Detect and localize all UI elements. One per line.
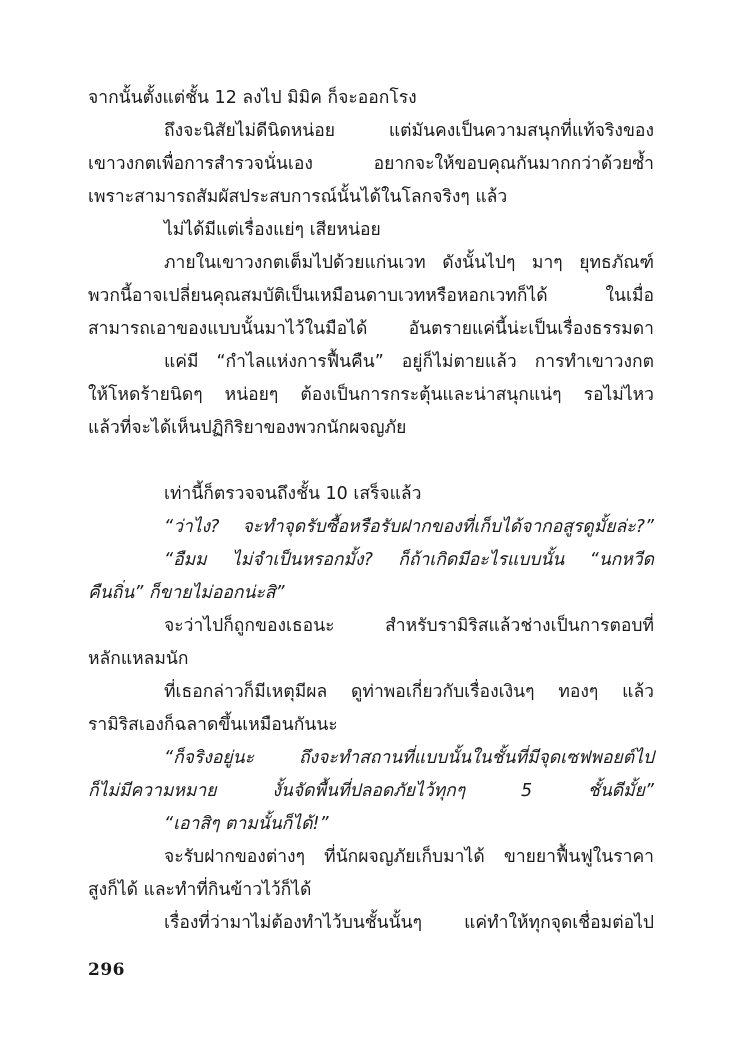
text-line: ไม่ได้มีแต่เรื่องแย่ๆ เสียหน่อย bbox=[164, 220, 381, 240]
body-text bbox=[88, 82, 654, 940]
text-line: สูงก็ได้ และทำที่กินข้าวไว้ก็ได้ bbox=[88, 880, 312, 900]
text-line: พวกนี้อาจเปลี่ยนคุณสมบัติเป็นเหมือนดาบเวทหรือหอกเวทก็ได้ ในเมื่อ bbox=[88, 286, 654, 306]
text-line: แค่มี “กำไลแห่งการฟื้นคืน” อยู่ก็ไม่ตายแล้ว การทำเขาวงกต bbox=[164, 352, 654, 372]
dialogue-line: ก็ไม่มีความหมาย งั้นจัดพื้นที่ปลอดภัยไว้ทุกๆ 5 ชั้นดีมั้ย” bbox=[88, 781, 654, 801]
text-line: ที่เธอกล่าวก็มีเหตุมีผล ดูท่าพอเกี่ยวกับเรื่องเงินๆ ทองๆ แล้ว bbox=[164, 682, 654, 702]
dialogue-line: “ว่าไง? จะทำจุดรับซื้อหรือรับฝากของที่เก็บได้จากอสูรดูมั้ยล่ะ?” bbox=[164, 517, 654, 537]
text-line: ภายในเขาวงกตเต็มไปด้วยแก่นเวท ดังนั้นไปๆ มาๆ ยุทธภัณฑ์ bbox=[164, 253, 654, 273]
text-line: เรื่องที่ว่ามาไม่ต้องทำไว้บนชั้นนั้นๆ แค่ทำให้ทุกจุดเชื่อมต่อไป bbox=[164, 913, 654, 933]
text-line: สามารถเอาของแบบนั้นมาไว้ในมือได้ อันตรายแค่นี้น่ะเป็นเรื่องธรรมดา bbox=[88, 319, 654, 339]
text-line: รามิริสเองก็ฉลาดขึ้นเหมือนกันนะ bbox=[88, 715, 338, 735]
paragraph-break bbox=[88, 445, 654, 478]
text-line: เขาวงกตเพื่อการสำรวจนั่นเอง อยากจะให้ขอบคุณกันมากกว่าด้วยซ้ำ bbox=[88, 154, 654, 174]
text-line: เท่านี้ก็ตรวจจนถึงชั้น 10 เสร็จแล้ว bbox=[164, 484, 422, 504]
text-line: เพราะสามารถสัมผัสประสบการณ์นั้นได้ในโลกจริงๆ แล้ว bbox=[88, 187, 508, 207]
text-line: จะว่าไปก็ถูกของเธอนะ สำหรับรามิริสแล้วช่างเป็นการตอบที่ bbox=[164, 616, 654, 636]
text-line: แล้วที่จะได้เห็นปฏิกิริยาของพวกนักผจญภัย bbox=[88, 418, 407, 438]
dialogue-line: “เอาสิๆ ตามนั้นก็ได้!” bbox=[164, 814, 329, 834]
text-line: จากนั้นตั้งแต่ชั้น 12 ลงไป มิมิค ก็จะออกโรง bbox=[88, 88, 417, 108]
dialogue-line: “อืมม ไม่จำเป็นหรอกมั้ง? ก็ถ้าเกิดมีอะไรแบบนั้น “นกหวีด bbox=[164, 550, 654, 570]
text-line: ถึงจะนิสัยไม่ดีนิดหน่อย แต่มันคงเป็นความสนุกที่แท้จริงของ bbox=[164, 121, 654, 141]
dialogue-line: คืนถิ่น” ก็ขายไม่ออกน่ะสิ” bbox=[88, 583, 285, 603]
page-number: 296 bbox=[88, 960, 125, 980]
text-line: ให้โหดร้ายนิดๆ หน่อยๆ ต้องเป็นการกระตุ้นและน่าสนุกแน่ๆ รอไม่ไหว bbox=[88, 385, 654, 405]
dialogue-line: “ก็จริงอยู่นะ ถึงจะทำสถานที่แบบนั้นในชั้นที่มีจุดเซฟพอยต์ไป bbox=[164, 748, 654, 768]
text-line: จะรับฝากของต่างๆ ที่นักผจญภัยเก็บมาได้ ขายยาฟื้นฟูในราคา bbox=[164, 847, 654, 867]
text-line: หลักแหลมนัก bbox=[88, 649, 189, 669]
